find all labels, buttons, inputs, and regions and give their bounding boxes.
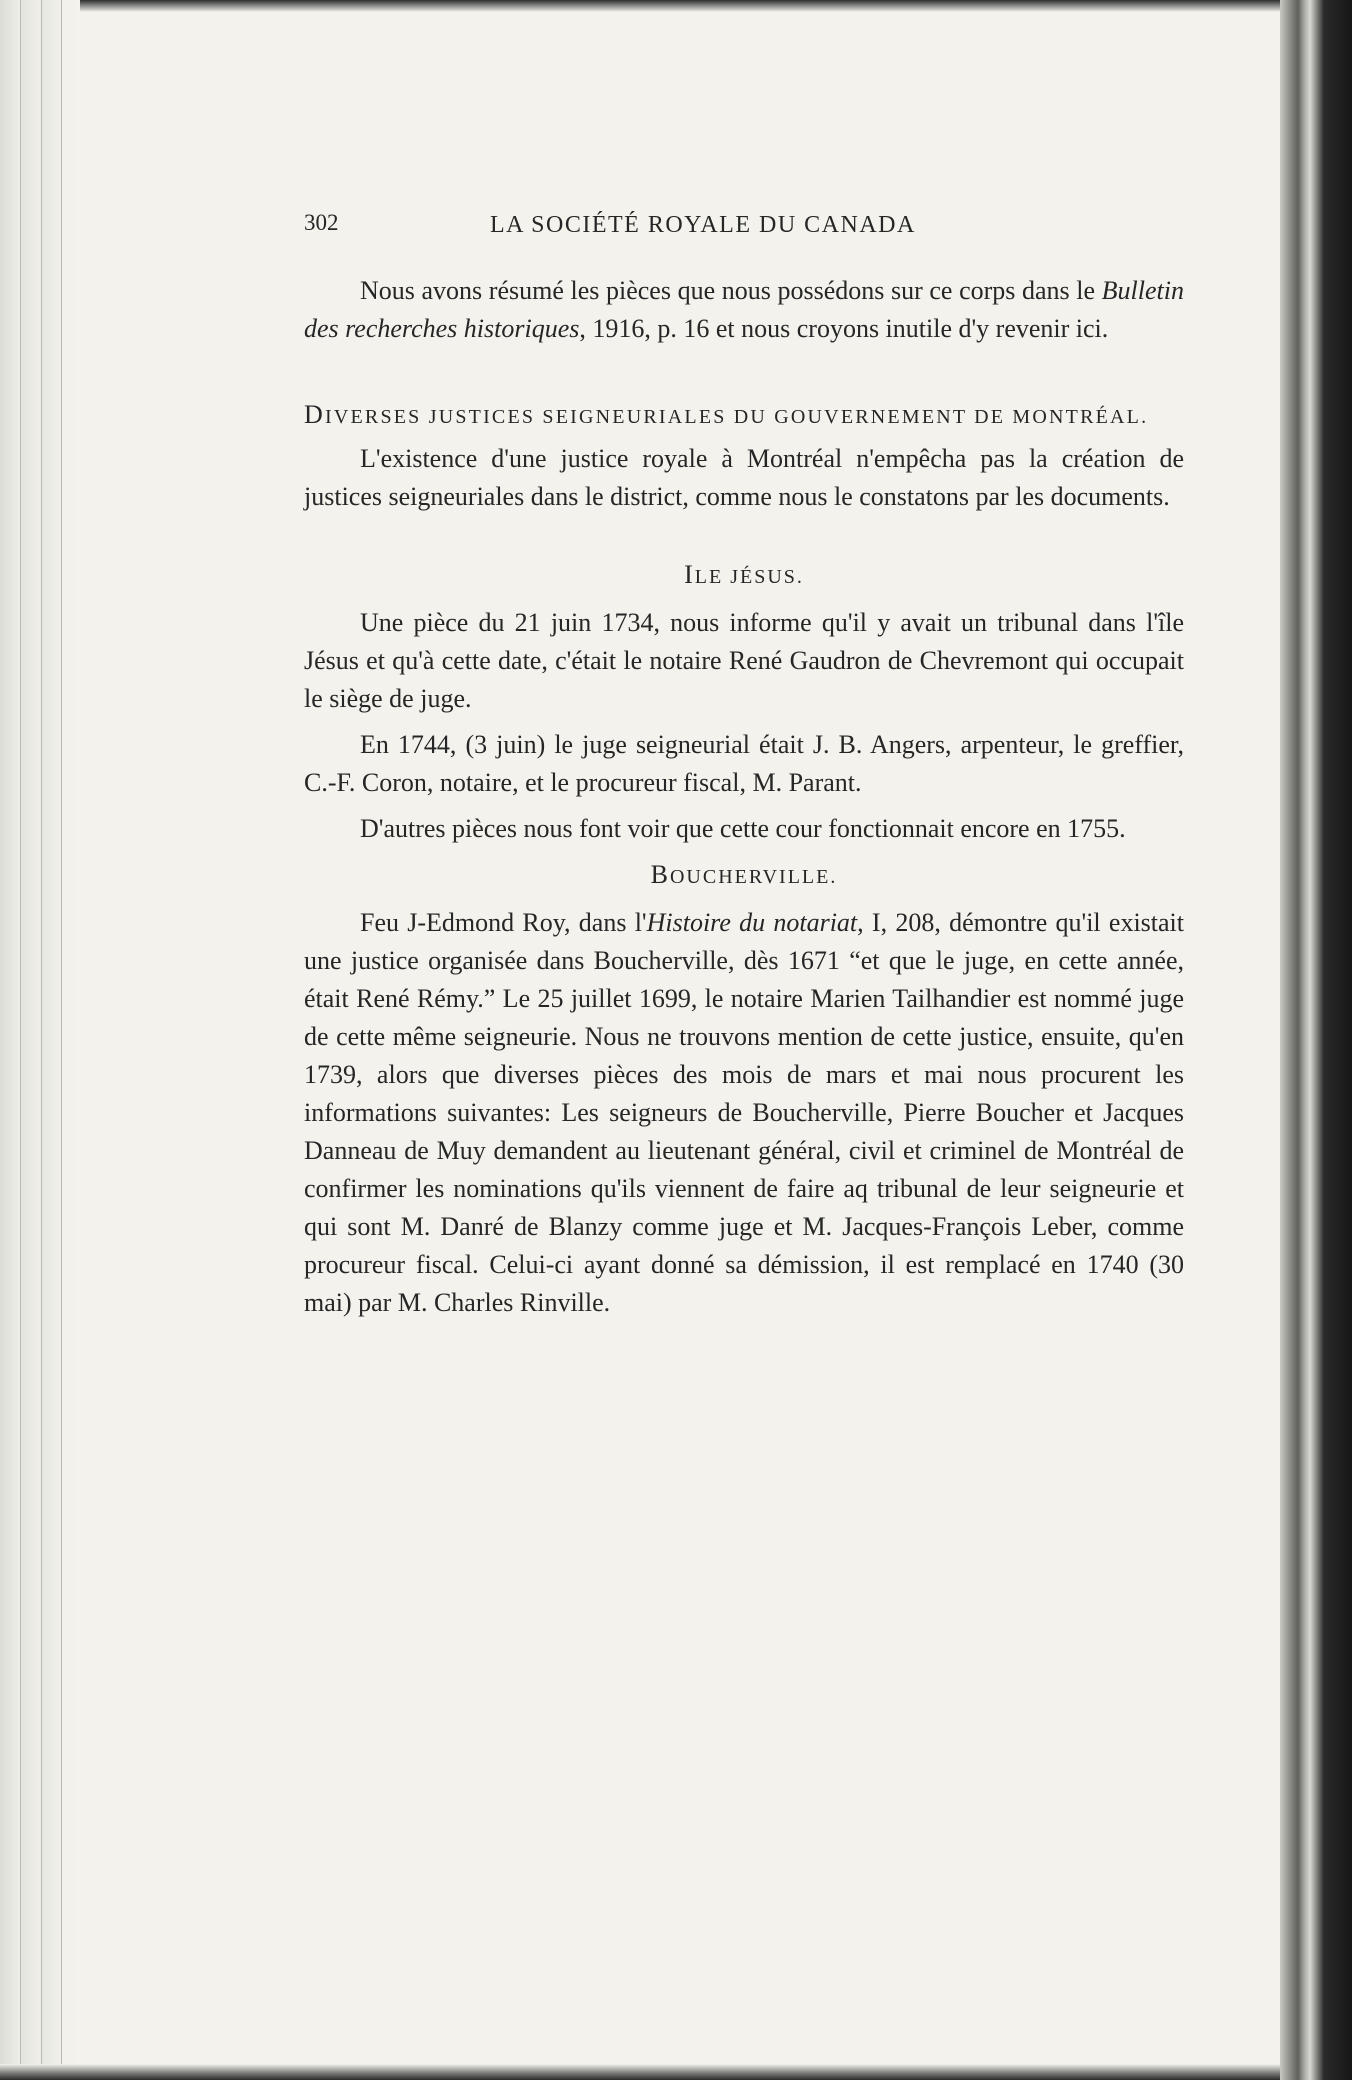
section-paragraph: D'autres pièces nous font voir que cette cour fonctionnait encore en 1755. xyxy=(360,814,1126,843)
running-head xyxy=(304,200,1184,244)
section-paragraph: Une pièce du 21 juin 1734, nous informe qu'il y avait un tribunal dans l'île Jésus et qu'à cette date, c'était le notaire René Gaudron de Chevremont qui occupait le siège de juge. xyxy=(304,608,1184,713)
section-heading-boucherville: BOUCHERVILLE. xyxy=(650,860,838,889)
italic-title: Bulletin des recherches historiques xyxy=(304,276,1184,343)
section-paragraph: En 1744, (3 juin) le juge seigneurial était J. B. Angers, arpenteur, le greffier, C.-F. Coron, notaire, et le procureur fiscal, M. Parant. xyxy=(304,730,1184,797)
italic-title: Histoire du notariat xyxy=(646,908,858,937)
scan-bottom-edge xyxy=(0,2064,1300,2080)
page-number: 302 xyxy=(304,210,339,235)
page-stack-edge xyxy=(0,0,80,2080)
section-paragraph: Feu J-Edmond Roy, dans l'Histoire du notariat, I, 208, démontre qu'il existait une justice organisée dans Boucherville, dès 1671 “et que le juge, en cette année, était René Rémy.” Le 25 juillet 1699, le notaire Marien Tailhandier est nommé juge de cette même seigneurie. Nous ne trouvons mention de cette justice, ensuite, qu'en 1739, alors que diverses pièces des mois de mars et mai nous procurent les informations suivantes: Les seigneurs de Boucherville, Pierre Boucher et Jacques Danneau de Muy demandent au lieutenant général, civil et criminel de Montréal de confirmer les nominations qu'ils viennent de faire aq tribunal de leur seigneurie et qui sont M. Danré de Blanzy comme juge et M. Jacques-François Leber, comme procureur fiscal. Celui-ci ayant donné sa démission, il est remplacé en 1740 (30 mai) par M. Charles Rinville. xyxy=(304,908,1184,1317)
section-paragraph: L'existence d'une justice royale à Montréal n'empêcha pas la création de justices seigneuriales dans le district, comme nous le constatons par les documents. xyxy=(304,444,1184,511)
running-title: LA SOCIÉTÉ ROYALE DU CANADA xyxy=(490,212,916,238)
book-gutter-shadow xyxy=(1280,0,1352,2080)
page-content xyxy=(304,200,1184,1330)
section-heading-diverses: DIVERSES JUSTICES SEIGNEURIALES DU GOUVERNEMENT DE MONTRÉAL. xyxy=(304,400,1149,429)
intro-paragraph: Nous avons résumé les pièces que nous possédons sur ce corps dans le Bulletin des recherches historiques, 1916, p. 16 et nous croyons inutile d'y revenir ici. xyxy=(304,276,1184,343)
section-heading-ile-jesus: ILE JÉSUS. xyxy=(684,560,804,589)
scan-top-edge xyxy=(0,0,1300,12)
